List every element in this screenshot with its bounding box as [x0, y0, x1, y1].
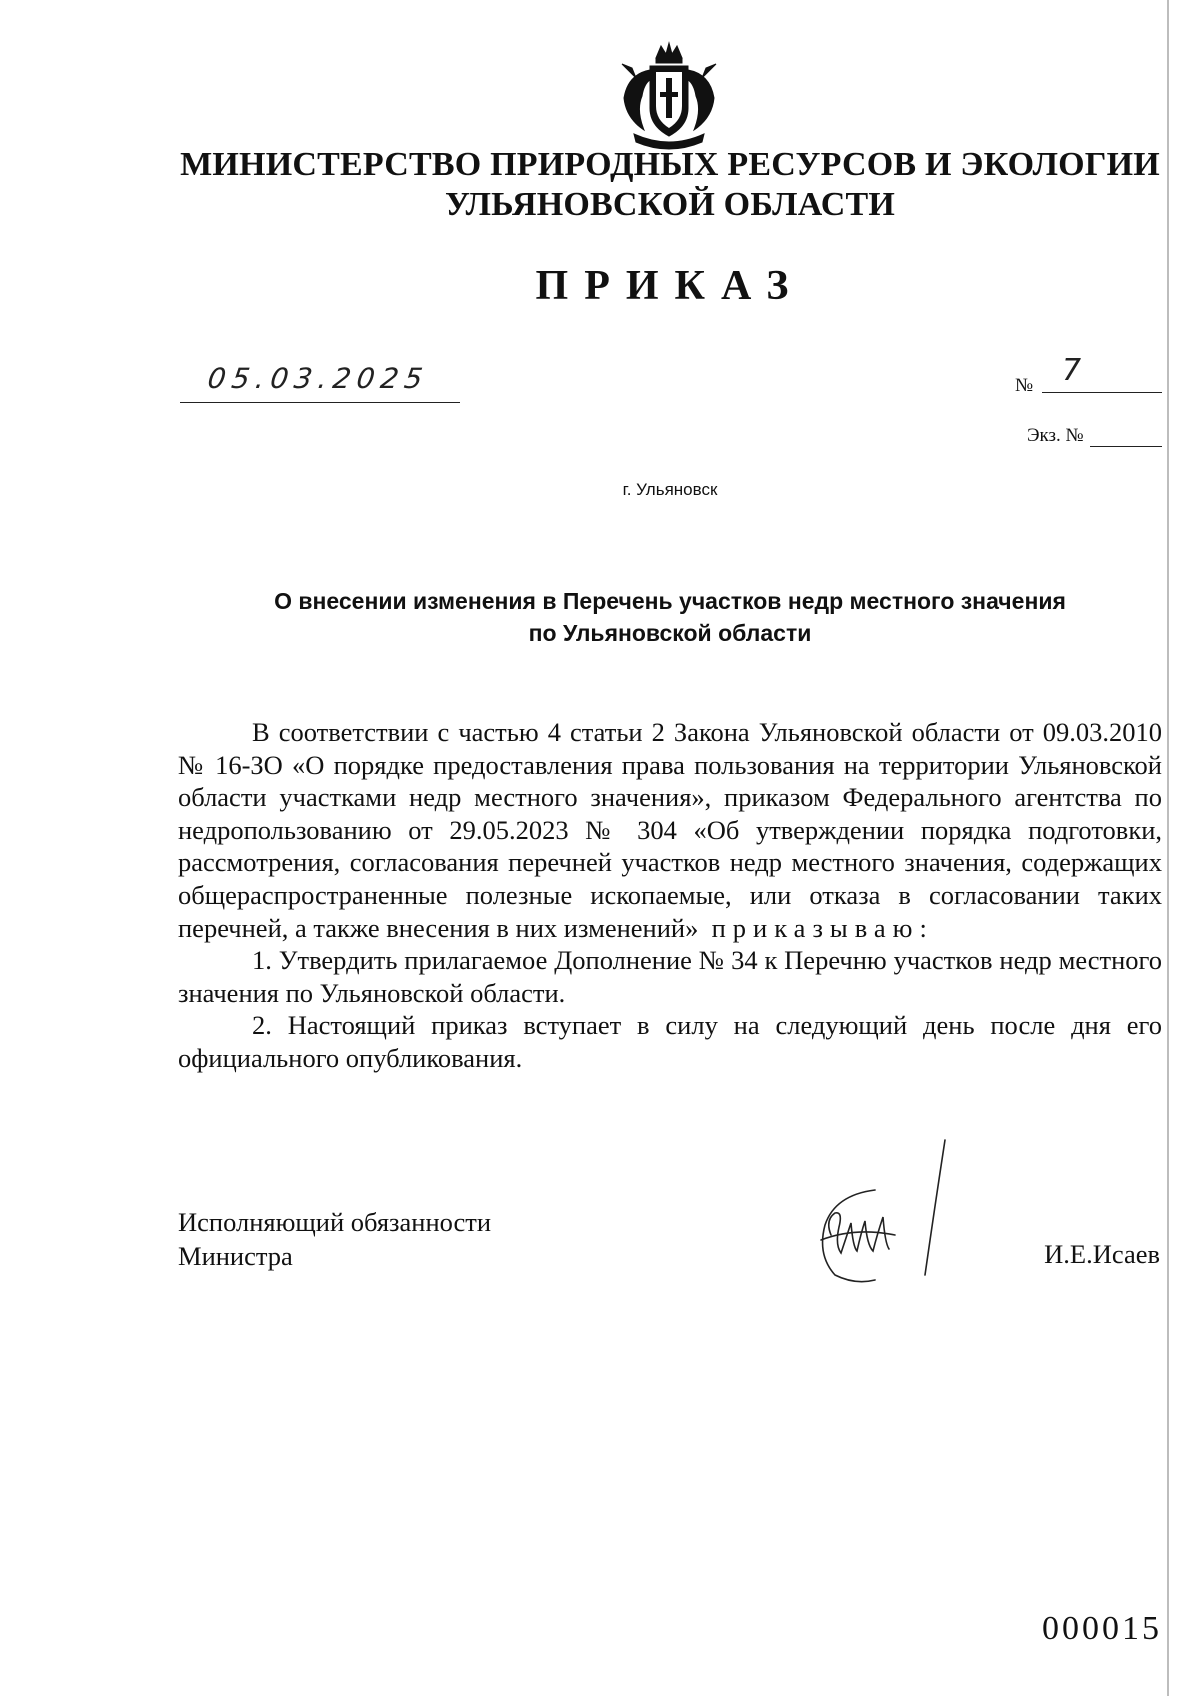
preamble-text: В соответствии с частью 4 статьи 2 Закона Ульяновской области от 09.03.2010 № 16-ЗО «О порядке предоставления права пользования на территории Ульяновской области участками недр местного значения», приказом Федерального агентства по недропользованию от 29.05.2023 № 304 «Об утверждении порядка подготовки, рассмотрения, согласования перечней участков недр местного значения, содержащих общераспространенные полезные ископаемые, или отказа в согласовании таких перечней, а также внесения в них изменений» — [178, 717, 1162, 943]
handwritten-signature-icon — [795, 1135, 965, 1295]
subject-line1: О внесении изменения в Перечень участков недр местного значения — [274, 588, 1066, 614]
coat-of-arms-icon — [614, 40, 724, 152]
number-field — [1042, 353, 1162, 393]
copy-number-field — [1090, 422, 1162, 447]
subject-line2: по Ульяновской области — [528, 620, 812, 646]
order-body — [178, 716, 1162, 1075]
signer-position-line1: Исполняющий обязанности — [178, 1207, 492, 1237]
order-item-1: 1. Утвердить прилагаемое Дополнение № 34 к Перечню участков недр местного значения по Ульяновской области. — [178, 945, 1162, 1008]
order-item-2: 2. Настоящий приказ вступает в силу на следующий день после дня его официального опубликования. — [178, 1010, 1162, 1073]
page-code: 000015 — [1042, 1610, 1162, 1647]
order-word: приказываю: — [711, 912, 934, 943]
preamble-paragraph — [178, 716, 1162, 944]
date-field — [180, 362, 460, 403]
city-label: г. Ульяновск — [622, 480, 718, 499]
signer-position — [178, 1205, 491, 1273]
copy-number-label: Экз. № — [1027, 425, 1084, 446]
signer-position-line2: Министра — [178, 1241, 293, 1271]
number-label: № — [1015, 375, 1034, 396]
handwritten-number: 7 — [1062, 353, 1082, 388]
handwritten-date: 05.03.2025 — [205, 362, 431, 395]
scan-edge-line — [1167, 0, 1169, 1696]
signer-name: И.Е.Исаев — [1044, 1239, 1160, 1269]
ministry-name-line1: МИНИСТЕРСТВО ПРИРОДНЫХ РЕСУРСОВ И ЭКОЛОГИИ — [180, 146, 1160, 183]
ministry-name-line2: УЛЬЯНОВСКОЙ ОБЛАСТИ — [444, 186, 896, 223]
document-type-title: ПРИКАЗ — [535, 263, 805, 309]
